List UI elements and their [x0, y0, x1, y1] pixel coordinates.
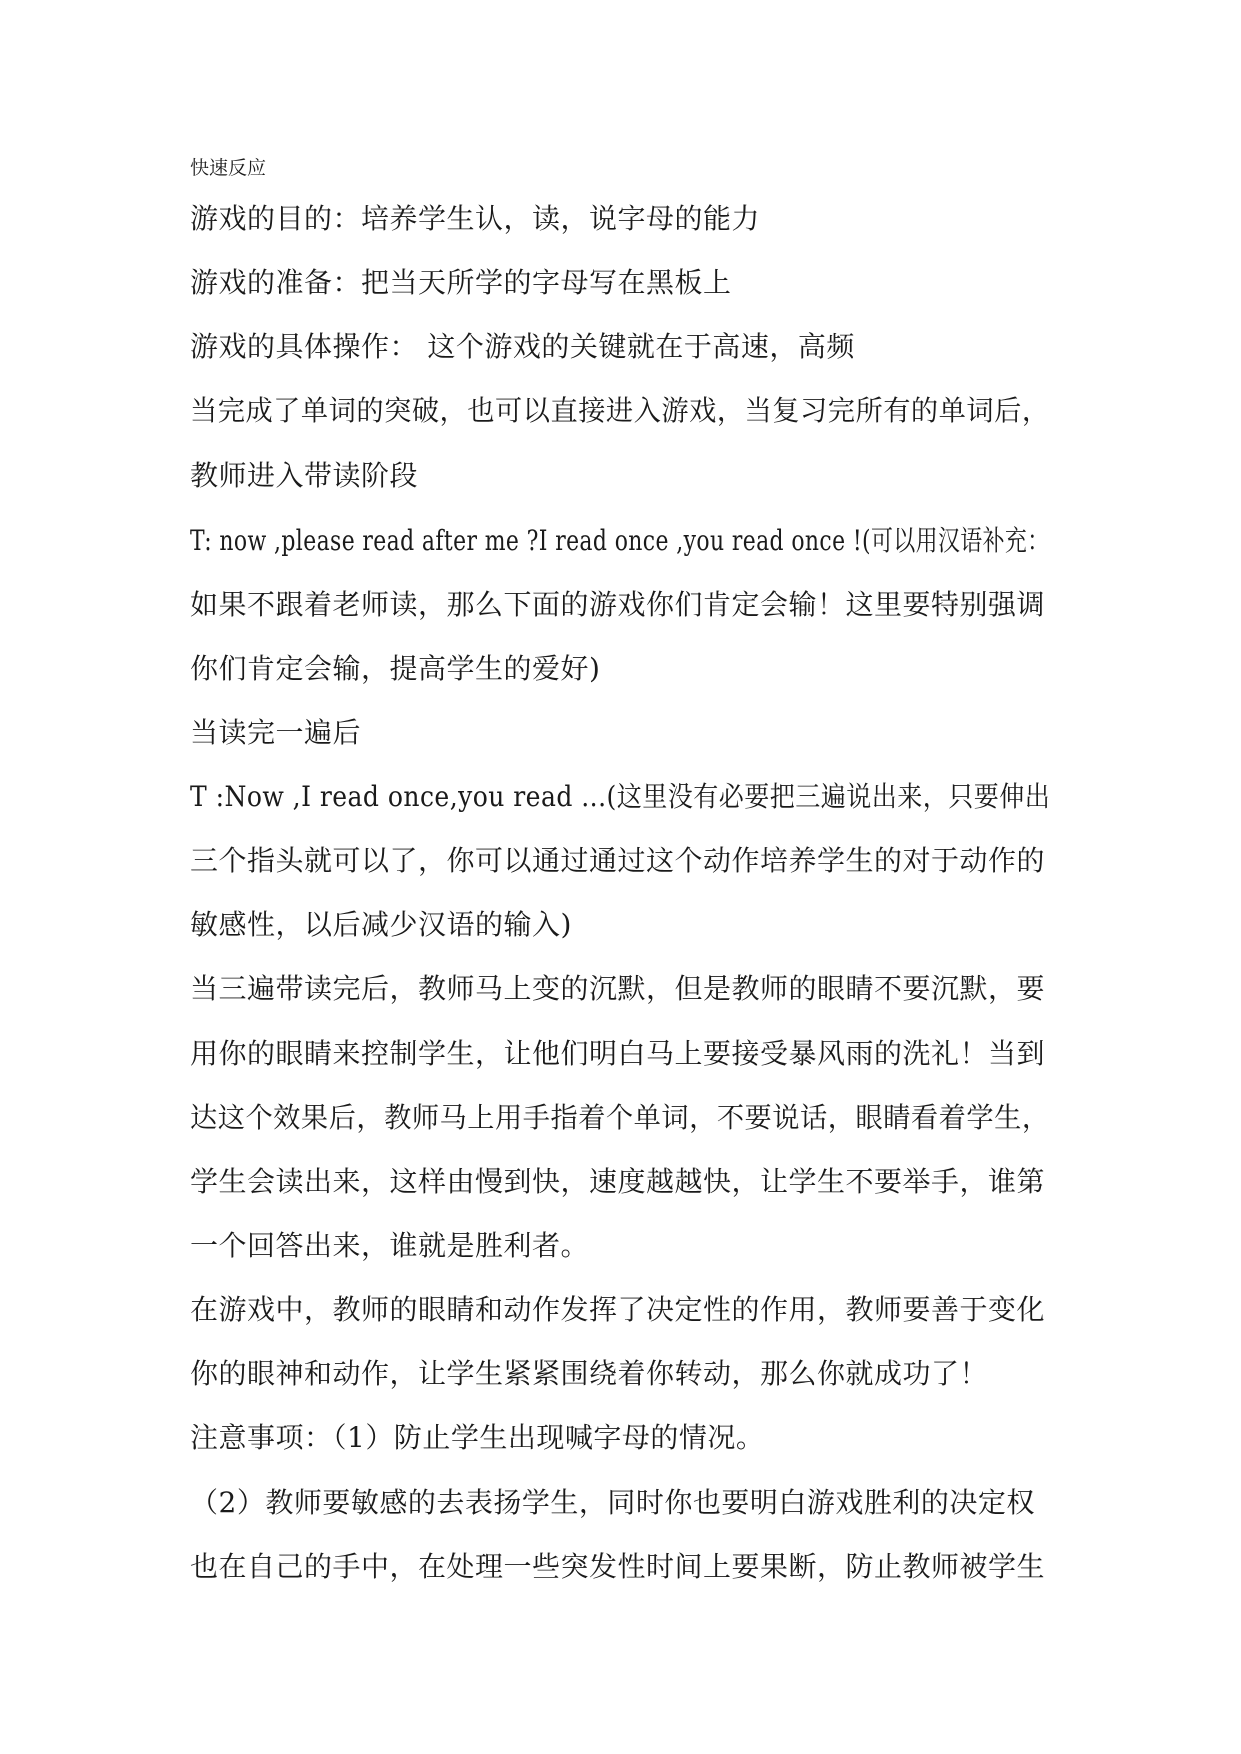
text-line: 游戏的目的：培养学生认，读，说字母的能力 — [190, 202, 761, 235]
text-line: 当读完一遍后 — [190, 716, 362, 749]
text-line: 你的眼神和动作，让学生紧紧围绕着你转动，那么你就成功了！ — [190, 1357, 989, 1390]
text-line: 你们肯定会输，提高学生的爱好) — [190, 652, 601, 685]
text-line: 敏感性，以后减少汉语的输入) — [190, 908, 572, 941]
text-line: 三个指头就可以了，你可以通过通过这个动作培养学生的对于动作的 — [190, 844, 1046, 877]
text-line: 如果不跟着老师读，那么下面的游戏你们肯定会输！这里要特别强调 — [190, 588, 1046, 621]
text-line: 注意事项：（1）防止学生出现喊字母的情况。 — [190, 1421, 765, 1454]
text-line: 当三遍带读完后，教师马上变的沉默，但是教师的眼睛不要沉默，要 — [190, 972, 1046, 1005]
text-line: 在游戏中，教师的眼睛和动作发挥了决定性的作用，教师要善于变化 — [190, 1293, 1046, 1326]
text-line: 学生会读出来，这样由慢到快，速度越越快，让学生不要举手，谁第 — [190, 1165, 1046, 1198]
text-line: 一个回答出来，谁就是胜利者。 — [190, 1229, 590, 1262]
document-title: 快速反应 — [190, 157, 267, 179]
text-line: T: now ,please read after me ?I read once ,you read once !(可以用汉语补充： — [190, 524, 1050, 557]
text-line: 教师进入带读阶段 — [190, 459, 419, 492]
text-line: 当完成了单词的突破，也可以直接进入游戏，当复习完所有的单词后， — [190, 394, 1050, 427]
text-line: 游戏的具体操作： 这个游戏的关键就在于高速，高频 — [190, 330, 855, 363]
text-line: 用你的眼睛来控制学生，让他们明白马上要接受暴风雨的洗礼！当到 — [190, 1037, 1046, 1070]
text-line: 游戏的准备：把当天所学的字母写在黑板上 — [190, 266, 732, 299]
text-line: T :Now ,I read once,you read ...(这里没有必要把三遍说出来，只要伸出 — [190, 780, 1051, 813]
text-line: （2）教师要敏感的去表扬学生，同时你也要明白游戏胜利的决定权 — [190, 1486, 1035, 1519]
text-line: 达这个效果后，教师马上用手指着个单词，不要说话，眼睛看着学生， — [190, 1101, 1050, 1134]
text-line: 也在自己的手中，在处理一些突发性时间上要果断，防止教师被学生 — [190, 1550, 1046, 1583]
